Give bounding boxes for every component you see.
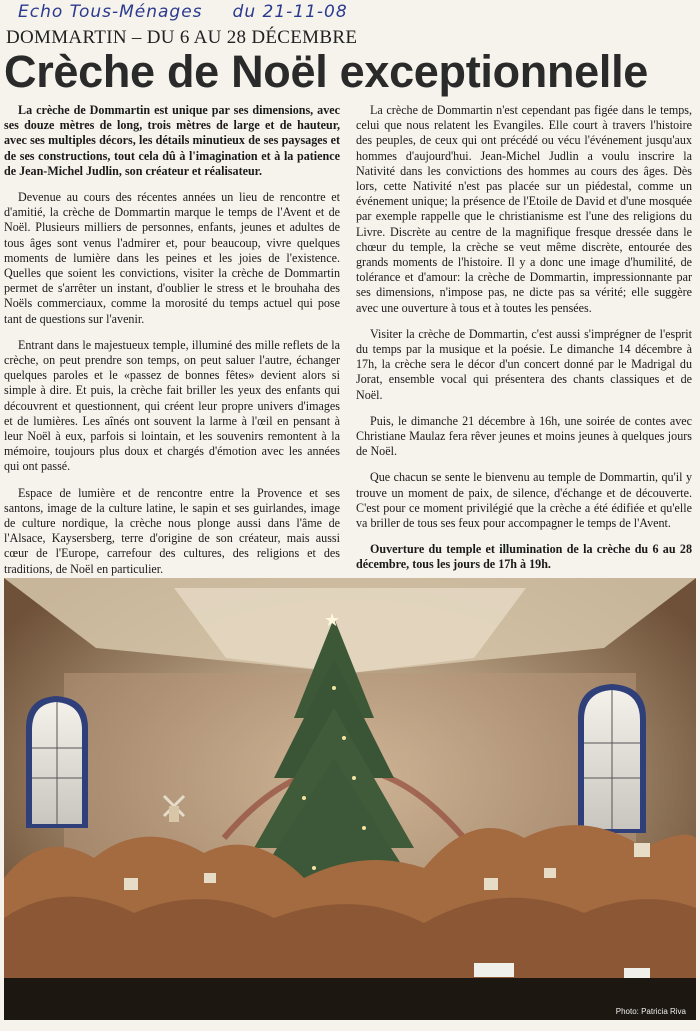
photo-illustration	[4, 578, 696, 1020]
paragraph: Entrant dans le majestueux temple, illuminé des mille reflets de la crèche, on peut prendre son temps, on peut saluer l'autre, échanger quelques paroles et le «passez de bonnes fêtes» devient alors si simple à dire. Et puis, la crèche fait briller les yeux des enfants qui découvrent et questionnent, qui créent leur propre univers d'images et de lumières. Les aînés ont souvent la larme à l'œil en pensant à leur Noël à eux, parfois si lointain, et les souvenirs remontent à la mémoire, toujours plus doux et chargés d'émotion avec les années qui ont passé.	[4, 337, 340, 474]
paragraph: Puis, le dimanche 21 décembre à 16h, une soirée de contes avec Christiane Maulaz fera rêver jeunes et moins jeunes à quelques jours de Noël.	[356, 413, 692, 459]
paragraph: Que chacun se sente le bienvenu au temple de Dommartin, qu'il y trouve un moment de paix, de silence, d'échange et de découverte. C'est pour ce moment privilégié que la crèche a été édifiée et qu'elle va briller de tous ses feux pour accompagner le temps de l'Avent.	[356, 470, 692, 531]
handwritten-date: du 21-11-08	[232, 2, 348, 22]
nativity-scene-photo	[4, 578, 696, 1020]
nativity-rocks-front	[4, 897, 696, 988]
article-column-right	[356, 103, 692, 584]
info-placard	[474, 963, 514, 977]
opening-hours-note: Ouverture du temple et illumination de la crèche du 6 au 28 décembre, tous les jours de 17h à 19h.	[356, 542, 692, 572]
stained-window-left	[26, 696, 88, 828]
paragraph: La crèche de Dommartin n'est cependant pas figée dans le temps, celui que nous relatent les Evangiles. Elle court à travers l'histoire des peuples, de ceux qui ont précédé ou vécu l'événement jusqu'aux hommes d'aujourd'hui. Jean-Michel Judlin a voulu inscrire la Nativité dans les convictions des hommes au cours des âges. Dès lors, cette Nativité n'est pas placée sur un piédestal, comme un événement unique; la présence de l'Etoile de David et d'une mosquée par exemple rappelle que le christianisme est l'une des religions du Livre. Discrète au centre de la magnifique fresque dressée dans le chœur du temple, la crèche se veut même discrète, entourée des grands moments de l'histoire. Il y a donc une image d'humilité, de tolérance et d'amour: la crèche de Dommartin, impressionnante par ses dimensions, n'impose pas, ne dicte pas sa vérité; elle suggère avec une ouverture à tous et à toutes les pensées.	[356, 103, 692, 315]
photo-credit: Photo: Patricia Riva	[615, 1007, 686, 1016]
handwritten-note	[18, 2, 398, 24]
article-lead: La crèche de Dommartin est unique par ses dimensions, avec ses douze mètres de long, trois mètres de large et de hauteur, avec ses multiples décors, les détails minutieux de ses paysages et de ses constructions, tout cela dû à l'imagination et à la patience de Jean-Michel Judlin, son créateur et réalisateur.	[4, 103, 340, 178]
tree-star-icon: ★	[324, 610, 341, 630]
paragraph: Devenue au cours des récentes années un lieu de rencontre et d'amitié, la crèche de Dommartin marque le temps de l'Avent et de Noël. Plusieurs milliers de personnes, enfants, jeunes et adultes de tous âges sont venus l'admirer et, pour beaucoup, vivre quelques moments de lumière dans les peines et les joies de l'existence. Quelles que soient les convictions, visiter la crèche de Dommartin permet de s'arrêter un instant, d'oublier le stress et le brouhaha des Noëls commerciaux, comme la morosité du temps actuel qui pose tant de questions sur l'avenir.	[4, 190, 340, 326]
paragraph: Visiter la crèche de Dommartin, c'est aussi s'imprégner de l'esprit du temps par la musique et la poésie. Le dimanche 14 décembre à 17h, la crèche sera le décor d'un concert donné par le Madrigal du Jorat, ensemble vocal qui présentera des chants classiques et de Noël.	[356, 326, 692, 402]
article-kicker: DOMMARTIN – DU 6 AU 28 DÉCEMBRE	[6, 27, 358, 48]
temple-floor	[4, 978, 696, 1020]
info-placard	[624, 968, 650, 978]
article-column-left	[4, 103, 340, 588]
stained-window-right	[578, 684, 646, 833]
handwritten-source: Echo Tous-Ménages	[18, 2, 203, 22]
paragraph: Espace de lumière et de rencontre entre la Provence et ses santons, image de la culture latine, le sapin et ses guirlandes, image de culture nordique, la crèche nous plonge aussi dans l'âme de l'Alsace, Kaysersberg, terre d'origine de son créateur, mais aussi cœur de l'Europe, carrefour des cultures, des religions et des traditions, de Noël en particulier.	[4, 485, 340, 576]
article-title: Crèche de Noël exceptionnelle	[4, 46, 649, 97]
